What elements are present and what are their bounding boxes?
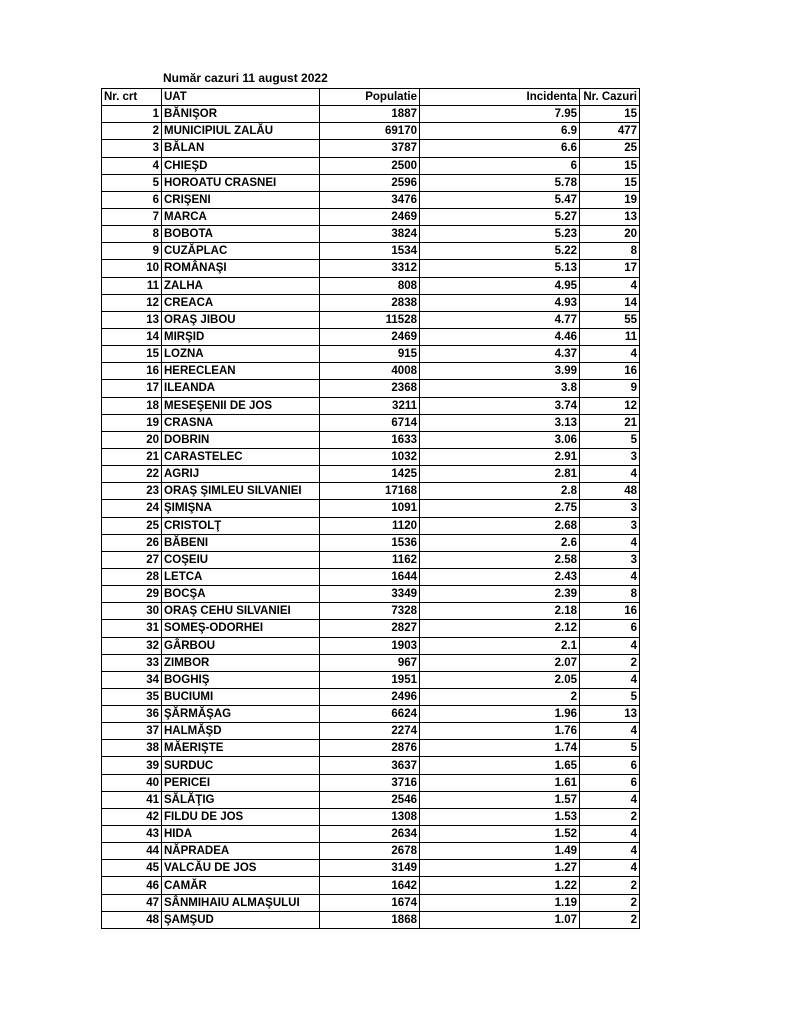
cell-incidenta: 1.19 bbox=[420, 894, 580, 911]
cell-uat: ORAŞ CEHU SILVANIEI bbox=[162, 603, 320, 620]
table-row bbox=[102, 740, 640, 757]
cell-nr-cazuri: 4 bbox=[580, 791, 640, 808]
cell-incidenta: 2.07 bbox=[420, 654, 580, 671]
cell-incidenta: 1.52 bbox=[420, 826, 580, 843]
cell-uat: BĂNIŞOR bbox=[162, 106, 320, 123]
table-row bbox=[102, 517, 640, 534]
cell-populatie: 2368 bbox=[320, 380, 420, 397]
cell-populatie: 4008 bbox=[320, 363, 420, 380]
cell-populatie: 69170 bbox=[320, 123, 420, 140]
table-row bbox=[102, 294, 640, 311]
cell-nr-crt: 9 bbox=[102, 243, 162, 260]
cell-incidenta: 4.95 bbox=[420, 277, 580, 294]
cell-nr-cazuri: 55 bbox=[580, 311, 640, 328]
cell-populatie: 1534 bbox=[320, 243, 420, 260]
cell-nr-crt: 40 bbox=[102, 774, 162, 791]
cell-nr-cazuri: 3 bbox=[580, 517, 640, 534]
cell-uat: SOMEŞ-ODORHEI bbox=[162, 620, 320, 637]
cell-nr-cazuri: 16 bbox=[580, 363, 640, 380]
table-row bbox=[102, 226, 640, 243]
cell-nr-cazuri: 5 bbox=[580, 740, 640, 757]
cell-populatie: 1887 bbox=[320, 106, 420, 123]
table-row bbox=[102, 106, 640, 123]
table-row bbox=[102, 208, 640, 225]
cell-nr-cazuri: 8 bbox=[580, 586, 640, 603]
cell-nr-crt: 20 bbox=[102, 431, 162, 448]
cell-incidenta: 4.77 bbox=[420, 311, 580, 328]
cell-incidenta: 5.13 bbox=[420, 260, 580, 277]
cell-uat: ILEANDA bbox=[162, 380, 320, 397]
cell-nr-cazuri: 4 bbox=[580, 826, 640, 843]
cell-uat: MESEŞENII DE JOS bbox=[162, 397, 320, 414]
table-row bbox=[102, 688, 640, 705]
cell-populatie: 6624 bbox=[320, 706, 420, 723]
cell-nr-cazuri: 2 bbox=[580, 808, 640, 825]
cell-nr-cazuri: 8 bbox=[580, 243, 640, 260]
cell-nr-cazuri: 4 bbox=[580, 843, 640, 860]
cell-populatie: 3211 bbox=[320, 397, 420, 414]
cell-nr-cazuri: 13 bbox=[580, 706, 640, 723]
cell-incidenta: 2.81 bbox=[420, 466, 580, 483]
cell-uat: NĂPRADEA bbox=[162, 843, 320, 860]
cell-uat: CRASNA bbox=[162, 414, 320, 431]
table-row bbox=[102, 363, 640, 380]
cell-uat: MIRŞID bbox=[162, 328, 320, 345]
cell-incidenta: 1.74 bbox=[420, 740, 580, 757]
table-row bbox=[102, 671, 640, 688]
cell-populatie: 1644 bbox=[320, 568, 420, 585]
cell-nr-cazuri: 4 bbox=[580, 568, 640, 585]
cell-uat: CARASTELEC bbox=[162, 448, 320, 465]
cell-populatie: 3824 bbox=[320, 226, 420, 243]
cell-uat: COŞEIU bbox=[162, 551, 320, 568]
cell-nr-cazuri: 4 bbox=[580, 534, 640, 551]
cell-populatie: 1425 bbox=[320, 466, 420, 483]
table-row bbox=[102, 877, 640, 894]
cell-populatie: 2469 bbox=[320, 208, 420, 225]
cell-incidenta: 1.65 bbox=[420, 757, 580, 774]
cell-uat: CHIEŞD bbox=[162, 157, 320, 174]
cell-populatie: 915 bbox=[320, 346, 420, 363]
cell-uat: SÂNMIHAIU ALMAŞULUI bbox=[162, 894, 320, 911]
cell-populatie: 3149 bbox=[320, 860, 420, 877]
cell-populatie: 1120 bbox=[320, 517, 420, 534]
table-row bbox=[102, 586, 640, 603]
cell-populatie: 17168 bbox=[320, 483, 420, 500]
cell-nr-crt: 21 bbox=[102, 448, 162, 465]
cell-incidenta: 3.74 bbox=[420, 397, 580, 414]
cell-nr-cazuri: 48 bbox=[580, 483, 640, 500]
cell-uat: BOCŞA bbox=[162, 586, 320, 603]
header-uat: UAT bbox=[162, 89, 320, 106]
cell-incidenta: 1.53 bbox=[420, 808, 580, 825]
table-row bbox=[102, 774, 640, 791]
cell-nr-cazuri: 16 bbox=[580, 603, 640, 620]
cell-nr-cazuri: 19 bbox=[580, 191, 640, 208]
cell-populatie: 3716 bbox=[320, 774, 420, 791]
cell-incidenta: 2.43 bbox=[420, 568, 580, 585]
cell-incidenta: 1.07 bbox=[420, 911, 580, 928]
cell-incidenta: 5.47 bbox=[420, 191, 580, 208]
cell-uat: ŞĂRMĂŞAG bbox=[162, 706, 320, 723]
cell-uat: CRISTOLŢ bbox=[162, 517, 320, 534]
cell-uat: CUZĂPLAC bbox=[162, 243, 320, 260]
cell-nr-crt: 32 bbox=[102, 637, 162, 654]
cell-nr-crt: 18 bbox=[102, 397, 162, 414]
table-row bbox=[102, 551, 640, 568]
table-row bbox=[102, 654, 640, 671]
cell-nr-cazuri: 2 bbox=[580, 911, 640, 928]
table-row bbox=[102, 431, 640, 448]
cell-populatie: 3349 bbox=[320, 586, 420, 603]
table-row bbox=[102, 568, 640, 585]
table-row bbox=[102, 826, 640, 843]
cell-incidenta: 3.99 bbox=[420, 363, 580, 380]
cell-incidenta: 2.05 bbox=[420, 671, 580, 688]
cell-uat: SURDUC bbox=[162, 757, 320, 774]
cell-uat: SĂLĂŢIG bbox=[162, 791, 320, 808]
cases-table bbox=[101, 88, 640, 929]
cell-incidenta: 4.37 bbox=[420, 346, 580, 363]
cell-nr-cazuri: 4 bbox=[580, 346, 640, 363]
cell-nr-cazuri: 15 bbox=[580, 174, 640, 191]
cell-nr-crt: 26 bbox=[102, 534, 162, 551]
cell-nr-cazuri: 3 bbox=[580, 500, 640, 517]
table-row bbox=[102, 620, 640, 637]
cell-populatie: 2274 bbox=[320, 723, 420, 740]
cell-nr-crt: 47 bbox=[102, 894, 162, 911]
header-populatie: Populatie bbox=[320, 89, 420, 106]
cell-nr-crt: 15 bbox=[102, 346, 162, 363]
cell-incidenta: 2.18 bbox=[420, 603, 580, 620]
cell-incidenta: 4.46 bbox=[420, 328, 580, 345]
header-nr-crt: Nr. crt bbox=[102, 89, 162, 106]
cell-uat: VALCĂU DE JOS bbox=[162, 860, 320, 877]
table-row bbox=[102, 448, 640, 465]
document-title: Număr cazuri 11 august 2022 bbox=[163, 71, 328, 85]
cell-populatie: 1868 bbox=[320, 911, 420, 928]
cell-incidenta: 1.76 bbox=[420, 723, 580, 740]
cell-nr-crt: 41 bbox=[102, 791, 162, 808]
cell-nr-crt: 36 bbox=[102, 706, 162, 723]
cell-nr-cazuri: 4 bbox=[580, 637, 640, 654]
cell-uat: BOGHIŞ bbox=[162, 671, 320, 688]
cell-uat: FILDU DE JOS bbox=[162, 808, 320, 825]
cell-incidenta: 6 bbox=[420, 157, 580, 174]
cell-uat: ŞAMŞUD bbox=[162, 911, 320, 928]
cell-nr-cazuri: 13 bbox=[580, 208, 640, 225]
table-row bbox=[102, 123, 640, 140]
cell-nr-cazuri: 9 bbox=[580, 380, 640, 397]
cell-nr-crt: 27 bbox=[102, 551, 162, 568]
cell-incidenta: 2.68 bbox=[420, 517, 580, 534]
cell-nr-cazuri: 6 bbox=[580, 774, 640, 791]
cell-nr-cazuri: 2 bbox=[580, 654, 640, 671]
cell-nr-cazuri: 4 bbox=[580, 466, 640, 483]
cell-populatie: 1633 bbox=[320, 431, 420, 448]
cell-nr-crt: 17 bbox=[102, 380, 162, 397]
cell-nr-crt: 11 bbox=[102, 277, 162, 294]
table-row bbox=[102, 637, 640, 654]
cell-nr-crt: 2 bbox=[102, 123, 162, 140]
cell-nr-crt: 28 bbox=[102, 568, 162, 585]
cell-uat: BĂLAN bbox=[162, 140, 320, 157]
cell-nr-crt: 25 bbox=[102, 517, 162, 534]
cell-uat: HALMĂŞD bbox=[162, 723, 320, 740]
cell-populatie: 2678 bbox=[320, 843, 420, 860]
table-row bbox=[102, 466, 640, 483]
cell-uat: ROMÂNAŞI bbox=[162, 260, 320, 277]
cell-nr-crt: 43 bbox=[102, 826, 162, 843]
cell-populatie: 2838 bbox=[320, 294, 420, 311]
cell-nr-crt: 22 bbox=[102, 466, 162, 483]
cell-nr-cazuri: 11 bbox=[580, 328, 640, 345]
cell-nr-crt: 42 bbox=[102, 808, 162, 825]
cell-nr-crt: 12 bbox=[102, 294, 162, 311]
cell-nr-cazuri: 20 bbox=[580, 226, 640, 243]
cell-incidenta: 2.12 bbox=[420, 620, 580, 637]
cell-incidenta: 2.8 bbox=[420, 483, 580, 500]
cell-populatie: 1032 bbox=[320, 448, 420, 465]
cell-nr-crt: 7 bbox=[102, 208, 162, 225]
cell-nr-crt: 13 bbox=[102, 311, 162, 328]
cell-nr-crt: 24 bbox=[102, 500, 162, 517]
header-incidenta: Incidenta bbox=[420, 89, 580, 106]
table-row bbox=[102, 791, 640, 808]
cell-incidenta: 2.39 bbox=[420, 586, 580, 603]
cell-incidenta: 4.93 bbox=[420, 294, 580, 311]
cell-nr-crt: 35 bbox=[102, 688, 162, 705]
cell-incidenta: 5.78 bbox=[420, 174, 580, 191]
table-row bbox=[102, 328, 640, 345]
cell-nr-crt: 19 bbox=[102, 414, 162, 431]
cell-nr-crt: 3 bbox=[102, 140, 162, 157]
cell-uat: ORAŞ ŞIMLEU SILVANIEI bbox=[162, 483, 320, 500]
cell-populatie: 2500 bbox=[320, 157, 420, 174]
table-row bbox=[102, 191, 640, 208]
table-row bbox=[102, 808, 640, 825]
cell-nr-cazuri: 6 bbox=[580, 620, 640, 637]
table-row bbox=[102, 894, 640, 911]
cell-uat: BOBOTA bbox=[162, 226, 320, 243]
cell-populatie: 1162 bbox=[320, 551, 420, 568]
cell-nr-cazuri: 21 bbox=[580, 414, 640, 431]
table-row bbox=[102, 243, 640, 260]
cell-uat: LETCA bbox=[162, 568, 320, 585]
table-row bbox=[102, 174, 640, 191]
cell-uat: HOROATU CRASNEI bbox=[162, 174, 320, 191]
table-row bbox=[102, 140, 640, 157]
cell-populatie: 2546 bbox=[320, 791, 420, 808]
table-row bbox=[102, 483, 640, 500]
cell-uat: HIDA bbox=[162, 826, 320, 843]
cell-uat: BĂBENI bbox=[162, 534, 320, 551]
cell-uat: ZIMBOR bbox=[162, 654, 320, 671]
cell-uat: MARCA bbox=[162, 208, 320, 225]
cell-populatie: 3787 bbox=[320, 140, 420, 157]
cell-nr-crt: 23 bbox=[102, 483, 162, 500]
header-nr-cazuri: Nr. Cazuri bbox=[580, 89, 640, 106]
table-row bbox=[102, 397, 640, 414]
cell-nr-cazuri: 4 bbox=[580, 277, 640, 294]
cell-nr-cazuri: 5 bbox=[580, 431, 640, 448]
table-row bbox=[102, 500, 640, 517]
cell-nr-crt: 10 bbox=[102, 260, 162, 277]
cell-uat: GÂRBOU bbox=[162, 637, 320, 654]
cell-nr-crt: 48 bbox=[102, 911, 162, 928]
cell-incidenta: 1.61 bbox=[420, 774, 580, 791]
table-row bbox=[102, 757, 640, 774]
cell-nr-cazuri: 25 bbox=[580, 140, 640, 157]
cell-uat: MĂERIŞTE bbox=[162, 740, 320, 757]
cell-nr-cazuri: 4 bbox=[580, 671, 640, 688]
cell-incidenta: 3.8 bbox=[420, 380, 580, 397]
cell-uat: ORAŞ JIBOU bbox=[162, 311, 320, 328]
cell-populatie: 7328 bbox=[320, 603, 420, 620]
cell-nr-crt: 14 bbox=[102, 328, 162, 345]
cell-nr-crt: 16 bbox=[102, 363, 162, 380]
cell-populatie: 2876 bbox=[320, 740, 420, 757]
cell-populatie: 3637 bbox=[320, 757, 420, 774]
cell-nr-crt: 4 bbox=[102, 157, 162, 174]
cell-nr-cazuri: 477 bbox=[580, 123, 640, 140]
cell-uat: ŞIMIŞNA bbox=[162, 500, 320, 517]
cell-nr-crt: 44 bbox=[102, 843, 162, 860]
table-row bbox=[102, 157, 640, 174]
cell-uat: LOZNA bbox=[162, 346, 320, 363]
cell-populatie: 2634 bbox=[320, 826, 420, 843]
cell-incidenta: 6.6 bbox=[420, 140, 580, 157]
cell-incidenta: 2.91 bbox=[420, 448, 580, 465]
cell-nr-cazuri: 3 bbox=[580, 551, 640, 568]
table-row bbox=[102, 534, 640, 551]
cell-incidenta: 5.27 bbox=[420, 208, 580, 225]
cell-incidenta: 2.6 bbox=[420, 534, 580, 551]
cell-nr-cazuri: 12 bbox=[580, 397, 640, 414]
cell-populatie: 2827 bbox=[320, 620, 420, 637]
table-row bbox=[102, 860, 640, 877]
cell-incidenta: 2.75 bbox=[420, 500, 580, 517]
cell-populatie: 1308 bbox=[320, 808, 420, 825]
cell-populatie: 1091 bbox=[320, 500, 420, 517]
cell-populatie: 2496 bbox=[320, 688, 420, 705]
cell-uat: PERICEI bbox=[162, 774, 320, 791]
cell-incidenta: 1.22 bbox=[420, 877, 580, 894]
cell-populatie: 1536 bbox=[320, 534, 420, 551]
table-row bbox=[102, 706, 640, 723]
cell-incidenta: 3.06 bbox=[420, 431, 580, 448]
cell-incidenta: 5.22 bbox=[420, 243, 580, 260]
cell-nr-cazuri: 6 bbox=[580, 757, 640, 774]
cell-nr-cazuri: 15 bbox=[580, 157, 640, 174]
table-row bbox=[102, 380, 640, 397]
table-row bbox=[102, 260, 640, 277]
cell-nr-crt: 6 bbox=[102, 191, 162, 208]
cell-populatie: 3312 bbox=[320, 260, 420, 277]
cell-incidenta: 3.13 bbox=[420, 414, 580, 431]
cell-nr-crt: 38 bbox=[102, 740, 162, 757]
cell-nr-crt: 8 bbox=[102, 226, 162, 243]
cell-uat: ZALHA bbox=[162, 277, 320, 294]
table-row bbox=[102, 311, 640, 328]
cell-incidenta: 5.23 bbox=[420, 226, 580, 243]
cell-uat: BUCIUMI bbox=[162, 688, 320, 705]
table-row bbox=[102, 843, 640, 860]
cell-uat: CRIŞENI bbox=[162, 191, 320, 208]
cell-incidenta: 1.49 bbox=[420, 843, 580, 860]
cell-incidenta: 6.9 bbox=[420, 123, 580, 140]
cell-populatie: 808 bbox=[320, 277, 420, 294]
table-row bbox=[102, 346, 640, 363]
cell-uat: DOBRIN bbox=[162, 431, 320, 448]
cell-nr-crt: 39 bbox=[102, 757, 162, 774]
cell-uat: CAMĂR bbox=[162, 877, 320, 894]
table-row bbox=[102, 277, 640, 294]
cell-nr-crt: 37 bbox=[102, 723, 162, 740]
cell-populatie: 11528 bbox=[320, 311, 420, 328]
table-row bbox=[102, 414, 640, 431]
cell-nr-crt: 5 bbox=[102, 174, 162, 191]
cell-populatie: 1642 bbox=[320, 877, 420, 894]
table-header-row bbox=[102, 89, 640, 106]
cell-incidenta: 1.57 bbox=[420, 791, 580, 808]
cell-nr-cazuri: 4 bbox=[580, 860, 640, 877]
cell-nr-cazuri: 2 bbox=[580, 894, 640, 911]
cell-nr-crt: 29 bbox=[102, 586, 162, 603]
cell-nr-crt: 33 bbox=[102, 654, 162, 671]
cell-incidenta: 7.95 bbox=[420, 106, 580, 123]
cell-incidenta: 2 bbox=[420, 688, 580, 705]
table-row bbox=[102, 603, 640, 620]
cell-nr-cazuri: 17 bbox=[580, 260, 640, 277]
cell-nr-crt: 30 bbox=[102, 603, 162, 620]
cell-populatie: 2596 bbox=[320, 174, 420, 191]
cell-populatie: 1674 bbox=[320, 894, 420, 911]
cell-incidenta: 2.58 bbox=[420, 551, 580, 568]
cell-populatie: 6714 bbox=[320, 414, 420, 431]
cell-nr-crt: 46 bbox=[102, 877, 162, 894]
cell-uat: CREACA bbox=[162, 294, 320, 311]
cell-nr-crt: 45 bbox=[102, 860, 162, 877]
cell-populatie: 2469 bbox=[320, 328, 420, 345]
cell-uat: MUNICIPIUL ZALĂU bbox=[162, 123, 320, 140]
table-row bbox=[102, 723, 640, 740]
cell-populatie: 3476 bbox=[320, 191, 420, 208]
cell-nr-cazuri: 15 bbox=[580, 106, 640, 123]
cell-nr-cazuri: 14 bbox=[580, 294, 640, 311]
cell-incidenta: 2.1 bbox=[420, 637, 580, 654]
cell-nr-crt: 1 bbox=[102, 106, 162, 123]
cell-nr-cazuri: 3 bbox=[580, 448, 640, 465]
cell-nr-cazuri: 2 bbox=[580, 877, 640, 894]
cell-populatie: 1903 bbox=[320, 637, 420, 654]
cell-uat: HERECLEAN bbox=[162, 363, 320, 380]
cell-nr-crt: 34 bbox=[102, 671, 162, 688]
cell-populatie: 1951 bbox=[320, 671, 420, 688]
cell-uat: AGRIJ bbox=[162, 466, 320, 483]
cell-incidenta: 1.27 bbox=[420, 860, 580, 877]
cell-nr-cazuri: 5 bbox=[580, 688, 640, 705]
cell-incidenta: 1.96 bbox=[420, 706, 580, 723]
cell-nr-crt: 31 bbox=[102, 620, 162, 637]
table-row bbox=[102, 911, 640, 928]
cell-populatie: 967 bbox=[320, 654, 420, 671]
cell-nr-cazuri: 4 bbox=[580, 723, 640, 740]
